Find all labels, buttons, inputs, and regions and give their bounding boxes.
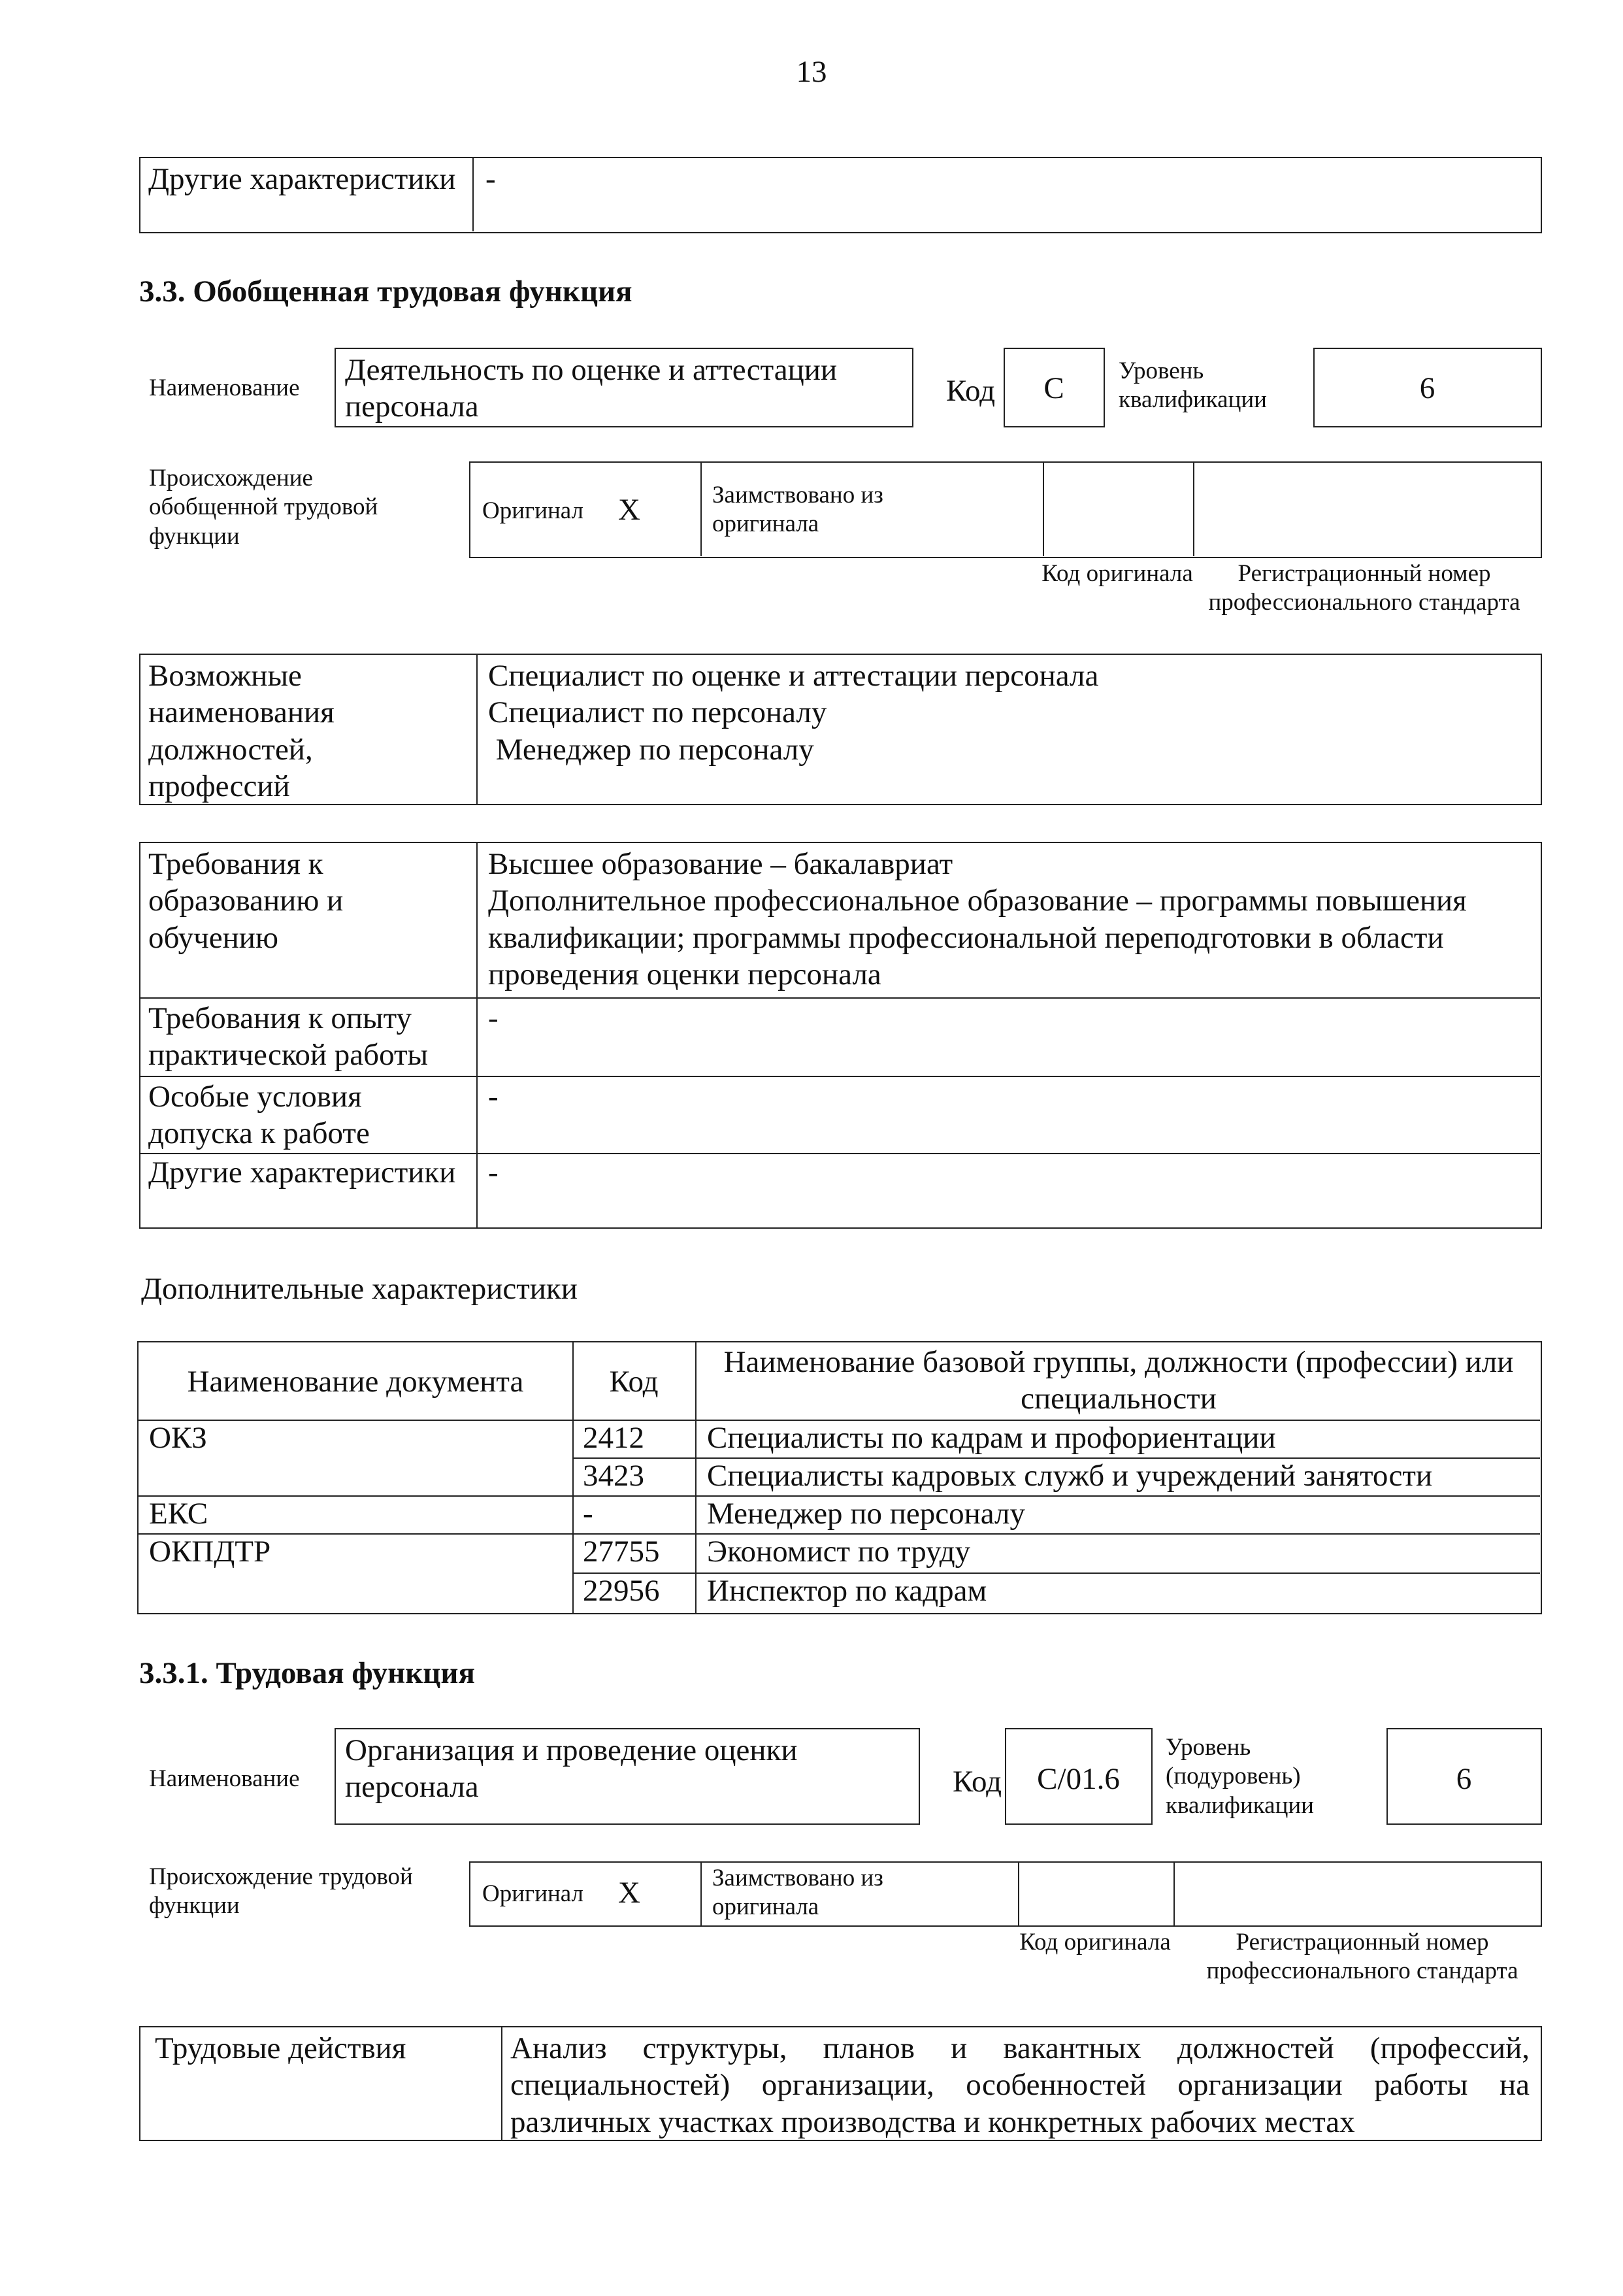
other-characteristics-top-table [139,157,1542,233]
name-value-box [335,348,913,427]
name-label: Наименование [149,374,300,401]
level-label: Уровень квалификации [1119,358,1267,414]
original-label: Оригинал [482,497,584,524]
tf-name-value: Организация и проведение оценки персонала [345,1733,798,1805]
row-2-code: 3423 [583,1459,644,1493]
education-value: Высшее образование – бакалавриат Дополнительное профессиональное образование – программы повышения квалификации; программы профессиональной переподготовки в области проведения оценки персонала [488,847,1467,992]
row-4-name: Экономист по труду [707,1535,971,1569]
row-4-doc: ОКПДТР [149,1535,271,1569]
tf-name-label: Наименование [149,1765,300,1792]
header-name: Наименование базовой группы, должности (профессии) или специальности [723,1345,1514,1416]
other-characteristics-2-value: - [488,1156,499,1190]
tf-name-value-box [335,1728,920,1825]
header-code: Код [609,1365,659,1399]
tf-origin-label: Происхождение трудовой функции [149,1863,413,1920]
name-value: Деятельность по оценке и аттестации персонала [345,353,838,424]
requirements-table [139,842,1542,1229]
labor-actions-label: Трудовые действия [155,2031,406,2065]
origin-table [469,461,1542,558]
positions-table [139,654,1542,805]
row-5-name: Инспектор по кадрам [707,1574,987,1608]
row-4-code: 27755 [583,1535,660,1569]
other-characteristics-label: Другие характеристики [148,162,456,196]
row-1-doc: ОКЗ [149,1421,207,1455]
reg-number-caption: Регистрационный номер профессионального стандарта [1208,560,1520,616]
tf-code-label: Код [953,1765,1002,1799]
additional-characteristics-table [137,1341,1542,1614]
other-characteristics-value: - [485,162,496,196]
labor-actions-value: Анализ структуры, планов и вакантных должностей (профессий, специальностей) организации, особенностей организации работы на различных участках производства и конкретных рабочих местах [510,2031,1530,2139]
borrowed-label: Заимствовано из оригинала [712,482,883,538]
additional-characteristics-title: Дополнительные характеристики [141,1272,578,1306]
position-3: Менеджер по персоналу [488,732,814,767]
page-number: 13 [796,55,827,89]
position-2: Специалист по персоналу [488,695,827,730]
header-document: Наименование документа [187,1365,524,1399]
tf-original-mark: X [618,1876,640,1910]
positions-values [488,657,1520,768]
row-1-code: 2412 [583,1421,644,1455]
origin-label: Происхождение обобщенной трудовой функции [149,465,378,550]
labor-actions-table [139,2026,1542,2141]
tf-level-value: 6 [1456,1762,1472,1796]
row-5-code: 22956 [583,1574,660,1608]
tf-level-label: Уровень (подуровень) квалификации [1166,1734,1314,1819]
education-label: Требования к образованию и обучению [148,847,344,955]
position-1: Специалист по оценке и аттестации персонала [488,659,1099,693]
row-3-name: Менеджер по персоналу [707,1497,1025,1531]
row-3-doc: ЕКС [149,1497,208,1531]
tf-code-original-caption: Код оригинала [1019,1929,1171,1955]
code-value: С [1043,371,1064,405]
tf-code-value: С/01.6 [1037,1762,1120,1796]
access-conditions-label: Особые условия допуска к работе [148,1080,370,1151]
row-3-code: - [583,1497,593,1531]
tf-original-label: Оригинал [482,1880,584,1907]
experience-value: - [488,1001,499,1035]
tf-borrowed-label: Заимствовано из оригинала [712,1865,883,1921]
experience-label: Требования к опыту практической работы [148,1001,429,1073]
section-3-3-title: 3.3. Обобщенная трудовая функция [139,275,632,308]
original-mark: X [618,493,640,527]
tf-reg-number-caption: Регистрационный номер профессионального стандарта [1206,1929,1518,1985]
code-value-box [1004,348,1105,427]
tf-level-value-box [1386,1728,1542,1825]
code-label: Код [946,374,996,408]
row-1-name: Специалисты по кадрам и профориентации [707,1421,1276,1455]
tf-origin-table [469,1861,1542,1927]
access-conditions-value: - [488,1080,499,1114]
tf-code-value-box [1005,1728,1153,1825]
row-2-name: Специалисты кадровых служб и учреждений занятости [707,1459,1433,1493]
other-characteristics-2-label: Другие характеристики [148,1156,456,1190]
level-value: 6 [1419,371,1435,405]
positions-label: Возможные наименования должностей, профессий [148,659,335,804]
level-value-box [1313,348,1542,427]
code-original-caption: Код оригинала [1041,560,1193,587]
section-3-3-1-title: 3.3.1. Трудовая функция [139,1656,475,1690]
